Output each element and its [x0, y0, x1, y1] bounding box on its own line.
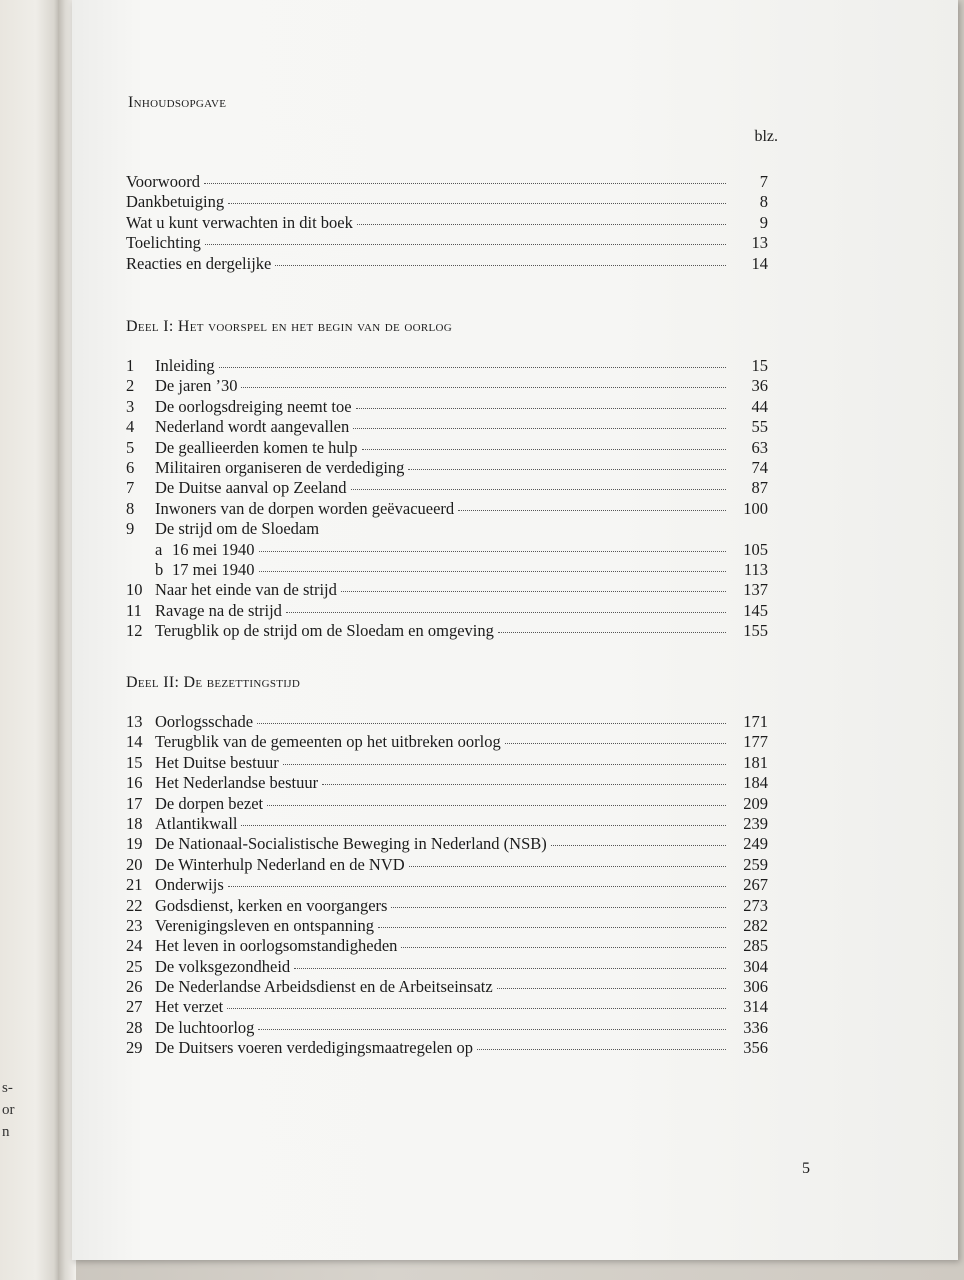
toc-entry [126, 794, 768, 814]
dot-leader [258, 1029, 726, 1030]
toc-page-number: 145 [743, 600, 768, 620]
toc-page-number: 137 [743, 580, 768, 600]
toc-title: Naar het einde van de strijd [155, 580, 337, 600]
toc-title: Terugblik op de strijd om de Sloedam en omgeving [155, 621, 494, 641]
dot-leader [497, 988, 726, 989]
toc-title: De Nederlandse Arbeidsdienst en de Arbeitseinsatz [155, 977, 493, 997]
toc-page-number: 285 [743, 936, 768, 956]
toc-page-number: 171 [743, 712, 768, 731]
toc-title: De jaren ’30 [155, 376, 238, 396]
toc-entry [126, 875, 768, 895]
toc-entry [126, 1038, 768, 1058]
toc-entry [126, 172, 768, 192]
dot-leader [241, 387, 726, 388]
toc-title: Inleiding [155, 356, 215, 375]
toc-title: Inwoners van de dorpen worden geëvacueerd [155, 498, 455, 518]
toc-page-number: 14 [751, 253, 768, 273]
toc-chapter-number: 22 [126, 895, 143, 915]
dot-leader [458, 510, 726, 511]
page-number: 5 [802, 1160, 810, 1177]
toc-title: De Winterhulp Nederland en de NVD [155, 854, 405, 874]
part2-heading: Deel II: De bezettingstijd [126, 674, 301, 691]
toc-title: Wat u kunt verwachten in dit boek [126, 212, 353, 232]
toc-entry [126, 540, 768, 560]
toc-chapter-number: 10 [126, 580, 143, 600]
toc-entry [126, 254, 768, 274]
part2-list [126, 712, 768, 1059]
toc-title: Onderwijs [155, 875, 224, 895]
toc-title: Het verzet [155, 997, 224, 1017]
toc-subletter: b [155, 559, 164, 579]
toc-page-number: 239 [743, 813, 768, 833]
toc-page-number: 63 [751, 437, 768, 457]
dot-leader [356, 408, 726, 409]
toc-title: Toelichting [126, 233, 201, 253]
left-page-edge [0, 0, 60, 1280]
toc-entry [126, 458, 768, 478]
toc-page-number: 184 [743, 773, 768, 793]
toc-entry [126, 814, 768, 834]
toc-page-number: 282 [743, 915, 768, 935]
toc-subletter: a [155, 539, 163, 559]
toc-entry [126, 896, 768, 916]
toc-entry [126, 957, 768, 977]
toc-page-number: 273 [743, 895, 768, 915]
toc-page-number: 15 [751, 356, 768, 375]
toc-title: Het leven in oorlogsomstandigheden [155, 936, 398, 956]
left-page-fragment: s- [2, 1080, 13, 1096]
toc-chapter-number: 26 [126, 977, 143, 997]
toc-entry [126, 1018, 768, 1038]
dot-leader [286, 612, 726, 613]
dot-leader [219, 367, 726, 368]
toc-chapter-number: 5 [126, 437, 135, 457]
toc-entry [126, 732, 768, 752]
toc-chapter-number: 14 [126, 732, 143, 752]
dot-leader [353, 428, 726, 429]
dot-leader [477, 1049, 726, 1050]
toc-page-number: 259 [743, 854, 768, 874]
dot-leader [259, 571, 727, 572]
toc-chapter-number: 18 [126, 813, 143, 833]
dot-leader [228, 203, 726, 204]
toc-entry [126, 997, 768, 1017]
toc-title: Reacties en dergelijke [126, 253, 272, 273]
toc-entry [126, 834, 768, 854]
toc-page-number: 314 [743, 997, 768, 1017]
toc-entry [126, 356, 768, 376]
toc-entry [126, 499, 768, 519]
toc-page-number: 9 [759, 212, 768, 232]
toc-chapter-number: 3 [126, 396, 135, 416]
dot-leader [498, 632, 726, 633]
toc-title: Het Nederlandse bestuur [155, 773, 319, 793]
toc-chapter-number: 19 [126, 834, 143, 854]
dot-leader [357, 224, 726, 225]
toc-chapter-number: 8 [126, 498, 135, 518]
toc-page-number: 209 [743, 793, 768, 813]
toc-chapter-number: 13 [126, 712, 143, 731]
dot-leader [205, 244, 726, 245]
page-column-label: blz. [754, 128, 778, 145]
toc-page-number: 44 [751, 396, 768, 416]
dot-leader [505, 743, 726, 744]
toc-chapter-number: 17 [126, 793, 143, 813]
toc-page-number: 177 [743, 732, 768, 752]
toc-entry [126, 417, 768, 437]
toc-entry [126, 519, 768, 539]
toc-entry [126, 621, 768, 641]
dot-leader [551, 845, 726, 846]
toc-title: Dankbetuiging [126, 192, 225, 212]
toc-title: De dorpen bezet [155, 793, 264, 813]
toc-entry [126, 580, 768, 600]
toc-chapter-number: 6 [126, 457, 135, 477]
toc-page-number: 336 [743, 1017, 768, 1037]
toc-chapter-number: 20 [126, 854, 143, 874]
toc-entry [126, 936, 768, 956]
toc-title: 16 mei 1940 [172, 539, 255, 559]
toc-page-number: 74 [751, 457, 768, 477]
toc-title: Voorwoord [126, 172, 200, 191]
toc-entry [126, 855, 768, 875]
toc-chapter-number: 4 [126, 417, 135, 437]
toc-page-number: 249 [743, 834, 768, 854]
toc-title: Ravage na de strijd [155, 600, 282, 620]
toc-entry [126, 753, 768, 773]
toc-entry [126, 233, 768, 253]
dot-leader [409, 866, 726, 867]
toc-entry [126, 213, 768, 233]
toc-entry [126, 712, 768, 732]
toc-title: Terugblik van de gemeenten op het uitbreken oorlog [155, 732, 501, 752]
dot-leader [275, 265, 726, 266]
toc-entry [126, 192, 768, 212]
dot-leader [227, 1008, 726, 1009]
toc-chapter-number: 15 [126, 752, 143, 772]
toc-chapter-number: 27 [126, 997, 143, 1017]
toc-entry [126, 773, 768, 793]
toc-title: Verenigingsleven en ontspanning [155, 915, 375, 935]
dot-leader [259, 551, 727, 552]
toc-chapter-number: 1 [126, 356, 135, 375]
toc-entry [126, 397, 768, 417]
dot-leader [204, 183, 726, 184]
toc-entry [126, 560, 768, 580]
toc-title: 17 mei 1940 [172, 559, 255, 579]
toc-title: Nederland wordt aangevallen [155, 417, 350, 437]
dot-leader [341, 591, 726, 592]
toc-title: De strijd om de Sloedam [155, 519, 320, 539]
part1-list [126, 356, 768, 641]
toc-chapter-number: 28 [126, 1017, 143, 1037]
toc-title: De luchtoorlog [155, 1017, 255, 1037]
front-matter-list [126, 172, 768, 274]
dot-leader [351, 489, 726, 490]
dot-leader [401, 947, 726, 948]
toc-title: De volksgezondheid [155, 956, 291, 976]
toc-page-number: 155 [743, 621, 768, 641]
part1-heading: Deel I: Het voorspel en het begin van de oorlog [126, 318, 452, 335]
dot-leader [283, 764, 726, 765]
toc-page-number: 267 [743, 875, 768, 895]
dot-leader [378, 927, 726, 928]
toc-chapter-number: 23 [126, 915, 143, 935]
toc-chapter-number: 11 [126, 600, 142, 620]
toc-title: Atlantikwall [155, 813, 238, 833]
left-page-fragment: n [2, 1124, 10, 1140]
toc-page-number: 356 [743, 1038, 768, 1058]
toc-title: Godsdienst, kerken en voorgangers [155, 895, 388, 915]
dot-leader [408, 469, 726, 470]
toc-entry [126, 478, 768, 498]
dot-leader [241, 825, 726, 826]
toc-entry [126, 601, 768, 621]
toc-title: Militairen organiseren de verdediging [155, 457, 405, 477]
toc-page-number: 13 [751, 233, 768, 253]
toc-title: De Nationaal-Socialistische Beweging in Nederland (NSB) [155, 834, 547, 854]
toc-chapter-number: 7 [126, 478, 135, 498]
toc-chapter-number: 21 [126, 875, 143, 895]
toc-title: De geallieerden komen te hulp [155, 437, 358, 457]
toc-page-number: 87 [751, 478, 768, 498]
toc-chapter-number: 29 [126, 1038, 143, 1058]
toc-entry [126, 438, 768, 458]
toc-page-number: 55 [751, 417, 768, 437]
toc-chapter-number: 9 [126, 519, 135, 539]
toc-page-number: 113 [743, 559, 768, 579]
toc-heading: Inhoudsopgave [128, 94, 227, 111]
toc-title: De Duitse aanval op Zeeland [155, 478, 347, 498]
toc-entry [126, 376, 768, 396]
toc-page-number: 105 [743, 539, 768, 559]
right-page [72, 0, 958, 1260]
toc-page-number: 8 [759, 192, 768, 212]
toc-title: Het Duitse bestuur [155, 752, 279, 772]
toc-chapter-number: 16 [126, 773, 143, 793]
toc-title: De oorlogsdreiging neemt toe [155, 396, 352, 416]
dot-leader [294, 968, 726, 969]
toc-page-number: 36 [751, 376, 768, 396]
toc-page-number: 7 [759, 172, 768, 191]
toc-title: De Duitsers voeren verdedigingsmaatregelen op [155, 1038, 473, 1058]
toc-chapter-number: 25 [126, 956, 143, 976]
dot-leader [267, 805, 726, 806]
toc-page-number: 100 [743, 498, 768, 518]
dot-leader [362, 449, 726, 450]
toc-entry [126, 977, 768, 997]
dot-leader [322, 784, 726, 785]
dot-leader [391, 907, 726, 908]
left-page-fragment: or [2, 1102, 15, 1118]
toc-page-number: 181 [743, 752, 768, 772]
dot-leader [257, 723, 726, 724]
toc-chapter-number: 12 [126, 621, 143, 641]
dot-leader [228, 886, 726, 887]
toc-chapter-number: 2 [126, 376, 135, 396]
toc-entry [126, 916, 768, 936]
toc-chapter-number: 24 [126, 936, 143, 956]
toc-title: Oorlogsschade [155, 712, 254, 731]
toc-page-number: 306 [743, 977, 768, 997]
toc-page-number: 304 [743, 956, 768, 976]
